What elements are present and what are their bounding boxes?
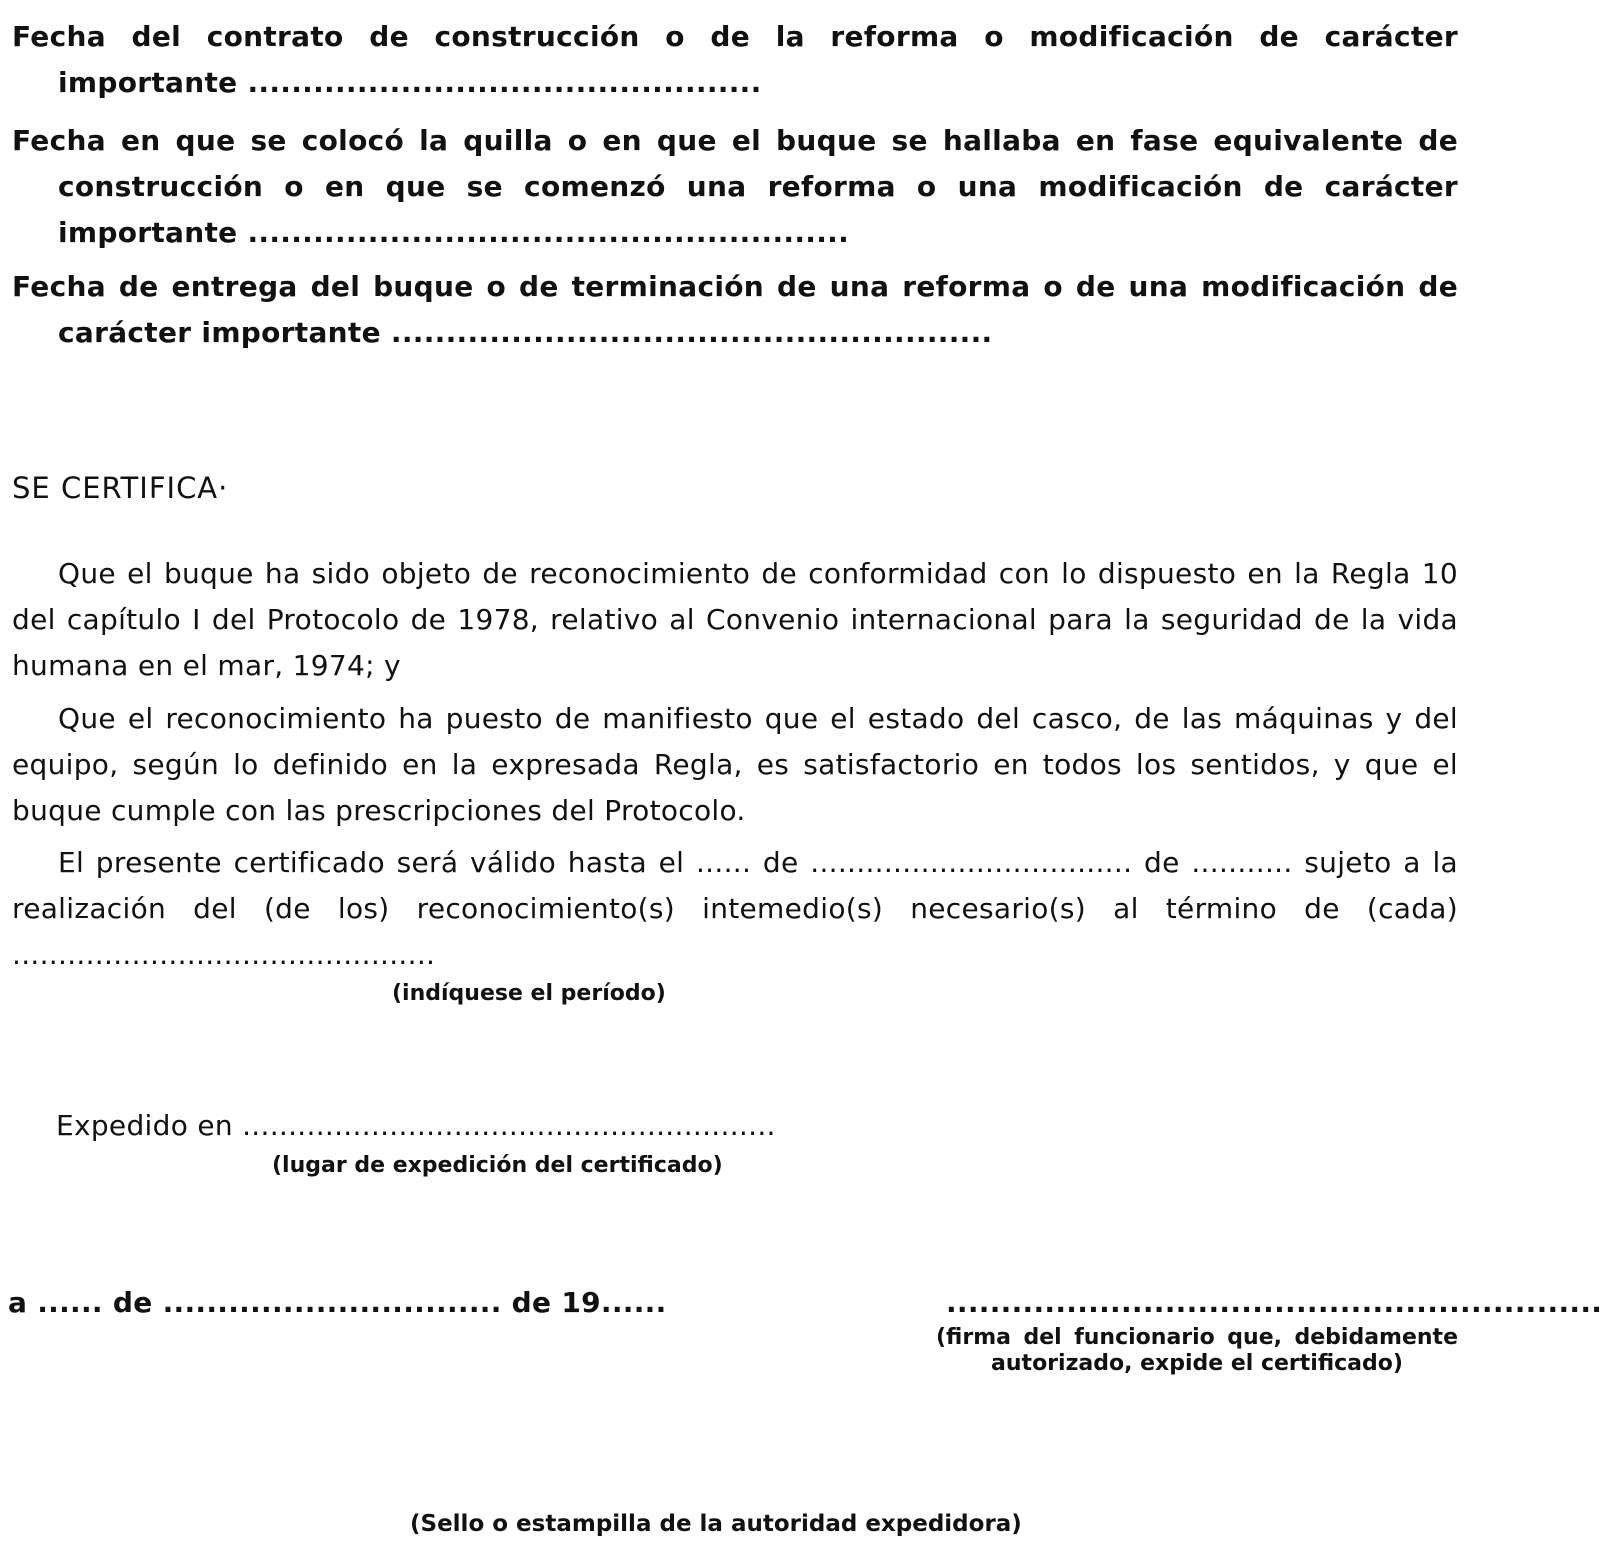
certification-paragraph-1: Que el buque ha sido objeto de reconocimiento de conformidad con lo dispuesto en la Regla 10 del capítulo I del Protocolo de 1978, relativo al Convenio internacional para la seguridad de la vida humana en el mar, 1974; y bbox=[12, 557, 1458, 682]
place-caption: (lugar de expedición del certificado) bbox=[272, 1153, 723, 1178]
contract-date-field bbox=[12, 14, 1458, 106]
contract-date-text: Fecha del contrato de construcción o de la reforma o modificación de carácter importante ............................................... bbox=[12, 20, 1458, 99]
issued-at-line: Expedido en .......................................................... bbox=[56, 1109, 776, 1142]
seal-caption: (Sello o estampilla de la autoridad expedidora) bbox=[410, 1511, 1022, 1537]
delivery-date-field bbox=[12, 264, 1458, 356]
keel-date-field bbox=[12, 118, 1458, 256]
certification-heading: SE CERTIFICA· bbox=[12, 471, 229, 505]
certification-paragraph-2: Que el reconocimiento ha puesto de manifiesto que el estado del casco, de las máquinas y del equipo, según lo definido en la expresada Regla, es satisfactorio en todos los sentidos, y que el buque cumple con las prescripciones del Protocolo. bbox=[12, 702, 1458, 827]
certification-paragraph-3: El presente certificado será válido hasta el ...... de ................................... de ........... sujeto a la realización del (de los) reconocimiento(s) intemedio(s) necesario(s) al término de (cada) .............................................. bbox=[12, 846, 1458, 971]
delivery-date-text: Fecha de entrega del buque o de terminación de una reforma o de una modificación de carácter importante ....................................................... bbox=[12, 270, 1458, 349]
signature-caption: (firma del funcionario que, debidamente autorizado, expide el certificado) bbox=[936, 1325, 1458, 1376]
keel-date-text: Fecha en que se colocó la quilla o en que el buque se hallaba en fase equivalente de construcción o en que se comenzó una reforma o una modificación de carácter importante ....................................................... bbox=[12, 124, 1458, 249]
period-caption: (indíquese el período) bbox=[392, 981, 666, 1006]
date-line: a ...... de ............................... de 19...... bbox=[8, 1286, 667, 1319]
signature-line: ............................................................ bbox=[946, 1286, 1602, 1319]
